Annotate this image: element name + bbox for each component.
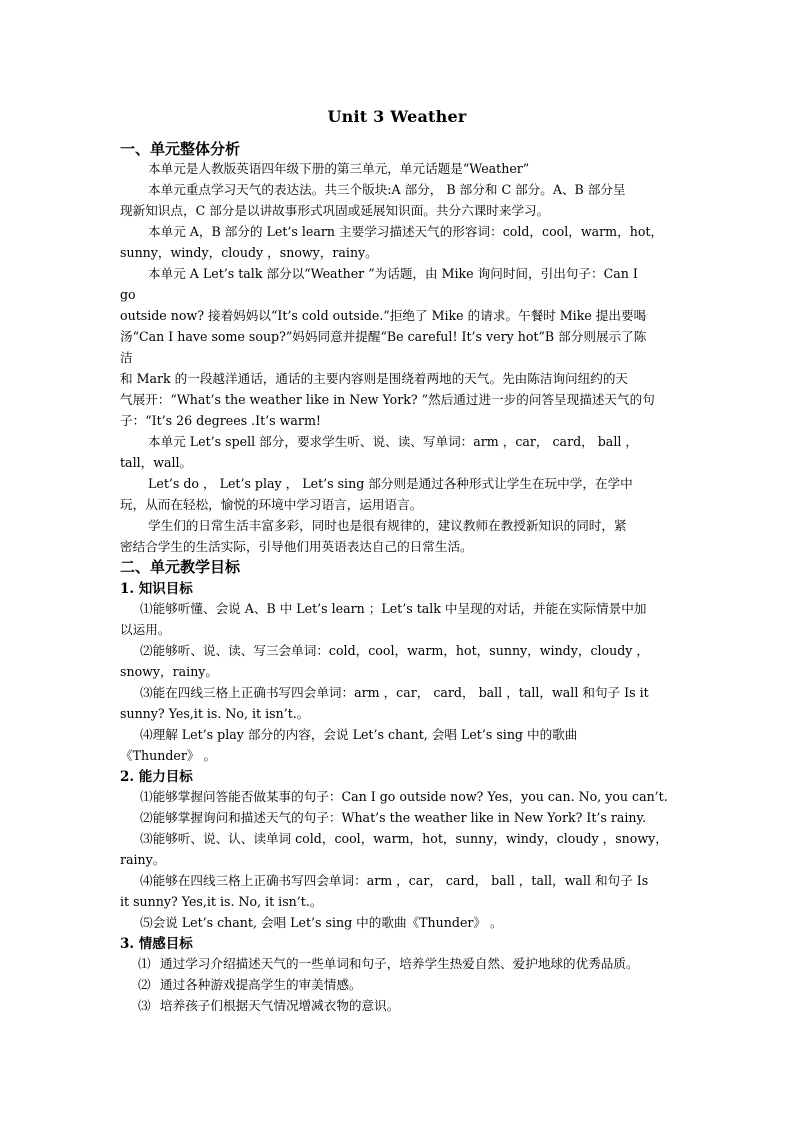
paragraph-line: 本单元重点学习天气的表达法。共三个版块:A 部分， B 部分和 C 部分。A、B 部分呈 xyxy=(148,182,626,197)
item-text: 通过各种游戏提高学生的审美情感。 xyxy=(160,977,362,992)
subheading-ability: 2. 能力目标 xyxy=(120,769,193,785)
goal-line: ⑵能够听、说、读、写三会单词：cold，cool，warm，hot，sunny，windy，cloudy ， xyxy=(140,643,649,658)
paragraph-line: 气展开：“What’s the weather like in New York? ”然后通过进一步的问答呈现描述天气的句 xyxy=(120,392,655,407)
emotion-item xyxy=(120,974,676,995)
paragraph-line: 洁 xyxy=(120,350,133,365)
emotion-item xyxy=(120,995,676,1016)
item-number: ⑵ xyxy=(138,977,151,992)
paragraph-line: Let’s do ， Let’s play ， Let’s sing 部分则是通过各种形式让学生在玩中学，在学中 xyxy=(148,476,633,491)
item-number: ⑴ xyxy=(138,956,151,971)
goal-line: ⑸会说 Let’s chant, 会唱 Let’s sing 中的歌曲《Thunder》 。 xyxy=(140,915,503,930)
item-text: 培养孩子们根据天气情况增减衣物的意识。 xyxy=(160,998,400,1013)
paragraph-line: 和 Mark 的一段越洋通话，通话的主要内容则是围绕着两地的天气。先由陈洁询问纽约的天 xyxy=(120,371,629,386)
paragraph-line: 本单元 A，B 部分的 Let’s learn 主要学习描述天气的形容词：cold，cool，warm，hot， xyxy=(148,224,664,239)
goal-line: ⑴能够掌握问答能否做某事的句子：Can I go outside now? Yes，you can. No, you can’t. xyxy=(140,789,668,804)
paragraph-line: sunny，windy，cloudy ，snowy，rainy。 xyxy=(120,245,378,260)
goal-line: rainy。 xyxy=(120,852,166,867)
paragraph-line: tall，wall。 xyxy=(120,455,193,470)
paragraph-line: outside now? 接着妈妈以“It’s cold outside.”拒绝了 Mike 的请求。午餐时 Mike 提出要喝 xyxy=(120,308,647,323)
emotion-item xyxy=(120,953,676,974)
section-heading-analysis: 一、单元整体分析 xyxy=(120,140,241,158)
paragraph-line: 汤“Can I have some soup?”妈妈同意并提醒“Be careful! It’s very hot”B 部分则展示了陈 xyxy=(120,329,647,344)
goal-line: ⑴能够听懂、会说 A、B 中 Let’s learn ；Let’s talk 中呈现的对话，并能在实际情景中加 xyxy=(140,601,647,616)
goal-line: it sunny? Yes,it is. No, it isn’t.。 xyxy=(120,894,323,909)
goal-line: 以运用。 xyxy=(120,622,171,637)
goal-line: ⑵能够掌握询问和描述天气的句子：What’s the weather like in New York? It’s rainy. xyxy=(140,810,646,825)
paragraph-line: 本单元是人教版英语四年级下册的第三单元，单元话题是“Weather” xyxy=(148,161,530,176)
goal-line: ⑶能够听、说、认、读单词 cold，cool，warm，hot，sunny，windy，cloudy ，snowy， xyxy=(140,831,668,846)
goal-line: sunny? Yes,it is. No, it isn’t.。 xyxy=(120,706,310,721)
goal-line: ⑷能够在四线三格上正确书写四会单词：arm ，car， card， ball ，tall，wall 和句子 Is xyxy=(140,873,649,888)
goal-line: ⑶能在四线三格上正确书写四会单词：arm ，car， card， ball ，tall，wall 和句子 Is it xyxy=(140,685,649,700)
section-heading-goals: 二、单元教学目标 xyxy=(120,558,241,576)
paragraph-line: 玩，从而在轻松，愉悦的环境中学习语言，运用语言。 xyxy=(120,497,423,512)
item-text: 通过学习介绍描述天气的一些单词和句子，培养学生热爱自然、爱护地球的优秀品质。 xyxy=(160,956,639,971)
goal-line: snowy，rainy。 xyxy=(120,664,219,679)
paragraph-line: 本单元 Let’s spell 部分，要求学生听、说、读、写单词：arm ，car， card， ball ， xyxy=(148,434,638,449)
item-number: ⑶ xyxy=(138,998,151,1013)
paragraph-line: 学生们的日常生活丰富多彩，同时也是很有规律的，建议教师在教授新知识的同时，紧 xyxy=(148,518,627,533)
paragraph-line: 密结合学生的生活实际，引导他们用英语表达自己的日常生活。 xyxy=(120,539,473,554)
subheading-knowledge: 1. 知识目标 xyxy=(120,581,193,597)
goal-line: 《Thunder》 。 xyxy=(120,748,217,763)
subheading-emotion: 3. 情感目标 xyxy=(120,936,193,952)
goal-line: ⑷理解 Let’s play 部分的内容，会说 Let’s chant, 会唱 Let’s sing 中的歌曲 xyxy=(140,727,578,742)
paragraph-line: 现新知识点，C 部分是以讲故事形式巩固或延展知识面。共分六课时来学习。 xyxy=(120,203,550,218)
paragraph-line: go xyxy=(120,287,136,302)
document-title: Unit 3 Weather xyxy=(327,107,467,126)
paragraph-line: 本单元 A Let’s talk 部分以“Weather ”为话题，由 Mike 询问时间，引出句子：Can I xyxy=(148,266,638,281)
paragraph-line: 子：“It’s 26 degrees .It’s warm! xyxy=(120,413,321,428)
